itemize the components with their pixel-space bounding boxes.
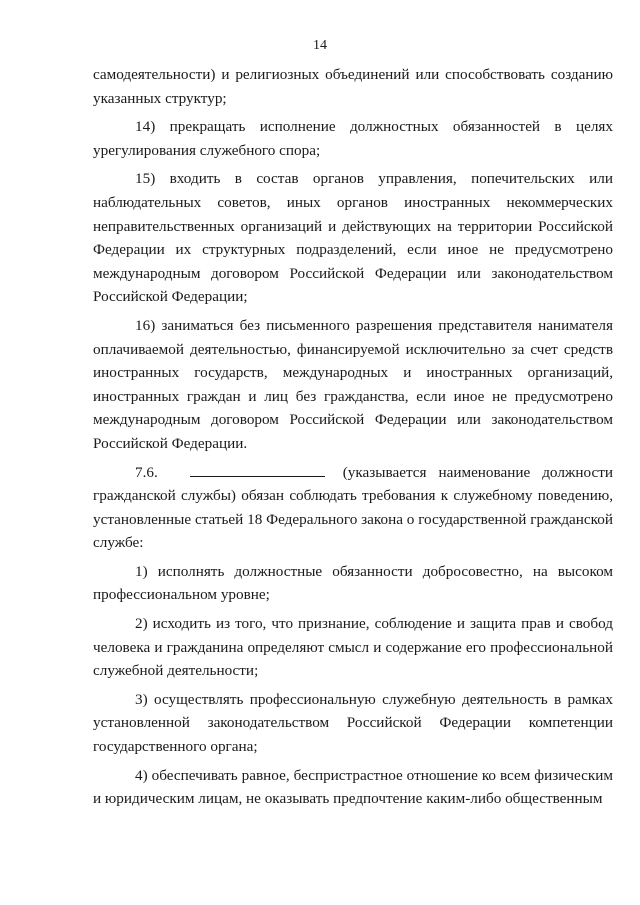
list-item-1: 1) исполнять должностные обязанности добросовестно, на высоком профессиональном уровне; — [93, 562, 613, 604]
paragraph-item-15: 15) входить в состав органов управления, попечительских или наблюдательных советов, иных органов иностранных некоммерческих неправительственных организаций и действующих на территории Российской Федерации их структурных подразделений, если иное не предусмотрено международным договором Российской Федерации или законодательством Российской Федерации; — [93, 170, 613, 306]
list-item-2: 2) исходить из того, что признание, соблюдение и защита прав и свобод человека и гражданина определяют смысл и содержание его профессиональной служебной деятельности; — [93, 615, 613, 680]
page-number: 14 — [313, 38, 327, 53]
paragraph-item-14: 14) прекращать исполнение должностных обязанностей в целях урегулирования служебного спора; — [93, 118, 613, 159]
list-item-4: 4) обеспечивать равное, беспристрастное отношение ко всем физическим и юридическим лицам, не оказывать предпочтение каким-либо общественным — [93, 766, 613, 808]
section-number: 7.6. — [135, 463, 158, 481]
document-body — [93, 63, 613, 816]
list-item-3: 3) осуществлять профессиональную служебную деятельность в рамках установленной законодательством Российской Федерации компетенции государственного органа; — [93, 690, 613, 756]
blank-fill-line — [190, 462, 325, 477]
section-7-6 — [93, 461, 613, 555]
paragraph-item-16: 16) заниматься без письменного разрешения представителя нанимателя оплачиваемой деятельностью, финансируемой исключительно за счет средств иностранных государств, международных и иностранных организаций, иностранных граждан и лиц без гражданства, если иное не предусмотрено международным договором Российской Федерации или законодательством Российской Федерации. — [93, 316, 613, 452]
paragraph-continuation: самодеятельности) и религиозных объединений или способствовать созданию указанных структур; — [93, 66, 613, 107]
section-text: (указывается наименование должности гражданской службы) обязан соблюдать требования к служебному поведению, установленные статьей 18 Федерального закона о государственной гражданской службе: — [93, 463, 613, 552]
